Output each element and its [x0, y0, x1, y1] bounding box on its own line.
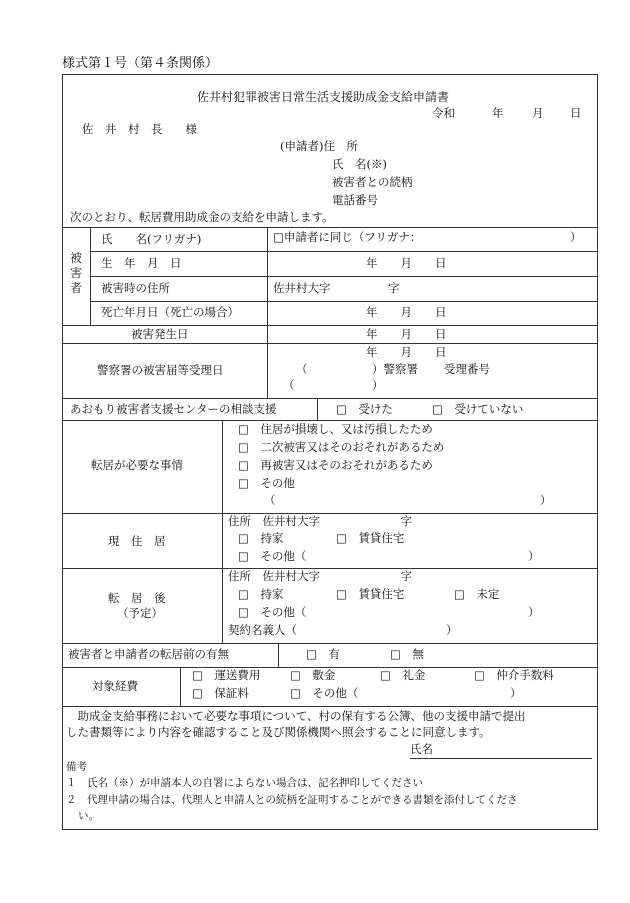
expense-deposit-checkbox[interactable]: □ 敷金 [290, 668, 336, 682]
birth-value[interactable]: 年 月 日 [366, 256, 447, 270]
expense-keymoney-checkbox[interactable]: □ 礼金 [380, 668, 426, 682]
addressee: 佐 井 村 長 様 [82, 122, 197, 136]
after-undecided-checkbox[interactable]: □ 未定 [454, 587, 500, 601]
death-value[interactable]: 年 月 日 [366, 305, 447, 319]
reason-revictim-checkbox[interactable]: □ 再被害又はそのおそれがあるため [238, 458, 433, 472]
reason-other-checkbox[interactable]: □ その他 [238, 476, 295, 490]
date-day: 日 [570, 106, 582, 120]
consult-label: あおもり被害者支援センターの相談支援 [70, 402, 277, 416]
reason-secondary-checkbox[interactable]: □ 二次被害又はそのおそれがあるため [238, 440, 445, 454]
consult-no-checkbox[interactable]: □ 受けていない [432, 402, 524, 416]
incident-value[interactable]: 年 月 日 [366, 327, 447, 341]
receipt-open: （ [283, 378, 295, 392]
after-rent-checkbox[interactable]: □ 賃貸住宅 [336, 587, 405, 601]
current-address[interactable]: 住所 佐井村大字 字 [228, 514, 412, 528]
current-label: 現 住 居 [108, 534, 166, 548]
expense-other-close: ） [510, 686, 522, 700]
expense-label: 対象経費 [92, 679, 138, 693]
victim-name-label: 氏 名(フリガナ) [101, 232, 202, 246]
form-title: 佐井村犯罪被害日常生活支援助成金支給申請書 [197, 90, 450, 104]
note-2-cont: い。 [78, 810, 99, 822]
date-month: 月 [532, 106, 544, 120]
reason-damage-checkbox[interactable]: □ 住居が損壊し、又は汚損したため [238, 422, 433, 436]
birth-label: 生 年 月 日 [101, 256, 182, 270]
victim-side-3: 者 [69, 281, 82, 295]
same-as-applicant-checkbox[interactable]: □申請者に同じ（フリガナ： [273, 230, 422, 244]
receipt-close: ） [372, 378, 384, 392]
current-other-checkbox[interactable]: □ その他（ [238, 549, 307, 563]
contract-close: ） [446, 623, 458, 637]
station-close: ）警察署 [372, 362, 418, 376]
cohab-label: 被害者と申請者の転居前の有無 [68, 647, 229, 661]
expense-other-checkbox[interactable]: □ その他（ [290, 686, 359, 700]
expense-brokerage-checkbox[interactable]: □ 仲介手数料 [474, 668, 554, 682]
victim-address-label: 被害時の住所 [101, 281, 170, 295]
after-address[interactable]: 住所 佐井村大字 字 [228, 569, 412, 583]
after-other-checkbox[interactable]: □ その他（ [238, 605, 307, 619]
after-label: 転 居 後 [108, 591, 166, 605]
date-era: 令和 [432, 106, 455, 120]
reason-other-open: （ [264, 493, 276, 507]
victim-side-2: 害 [69, 266, 82, 280]
note-1: １ 氏名（※）が申請本人の自署によらない場合は、記名押印してください [66, 777, 423, 789]
current-other-close: ） [528, 549, 540, 563]
station-open: （ [296, 362, 308, 376]
contract-holder-field[interactable]: 契約名義人（ [228, 623, 297, 637]
victim-side-1: 被 [69, 251, 82, 265]
form-number: 様式第１号（第４条関係） [62, 56, 219, 71]
intro-text: 次のとおり、転居費用助成金の支給を申請します。 [70, 210, 334, 224]
applicant-address-label: (申請者)住 所 [280, 139, 358, 153]
current-rent-checkbox[interactable]: □ 賃貸住宅 [336, 531, 405, 545]
after-other-close: ） [528, 605, 540, 619]
consent-sign-label[interactable]: 氏名 [410, 742, 433, 756]
current-own-checkbox[interactable]: □ 持家 [238, 531, 284, 545]
signature-line [410, 758, 592, 759]
cohab-yes-checkbox[interactable]: □ 有 [306, 647, 340, 661]
expense-guarantee-checkbox[interactable]: □ 保証料 [192, 686, 249, 700]
furigana-close: ） [570, 230, 582, 244]
after-own-checkbox[interactable]: □ 持家 [238, 587, 284, 601]
police-label: 警察署の被害届等受理日 [97, 363, 224, 377]
note-2: ２ 代理申請の場合は、代理人と申請人との続柄を証明することができる書類を添付してくださ [66, 794, 518, 806]
notes-heading: 備考 [66, 761, 87, 773]
consent-line-2: した書類等により内容を確認すること及び関係機関へ照会することに同意します。 [66, 725, 491, 739]
reason-other-close: ） [540, 493, 552, 507]
death-label: 死亡年月日（死亡の場合） [101, 305, 239, 319]
consult-yes-checkbox[interactable]: □ 受けた [336, 402, 393, 416]
consent-line-1: 助成金支給事務において必要な事項について、村の保有する公簿、他の支援申請で提出 [66, 709, 526, 723]
applicant-phone-label: 電話番号 [332, 193, 378, 207]
expense-transport-checkbox[interactable]: □ 運送費用 [192, 668, 261, 682]
receipt-label: 受理番号 [444, 362, 490, 376]
applicant-name-label: 氏 名(※) [332, 157, 387, 171]
cohab-no-checkbox[interactable]: □ 無 [390, 647, 424, 661]
incident-label: 被害発生日 [131, 327, 189, 341]
victim-address-value[interactable]: 佐井村大字 字 [273, 281, 400, 295]
police-date[interactable]: 年 月 日 [366, 345, 447, 359]
date-year: 年 [492, 106, 504, 120]
reason-label: 転居が必要な事情 [91, 458, 183, 472]
after-planned-label: （予定） [117, 606, 163, 620]
applicant-relation-label: 被害者との続柄 [332, 175, 413, 189]
